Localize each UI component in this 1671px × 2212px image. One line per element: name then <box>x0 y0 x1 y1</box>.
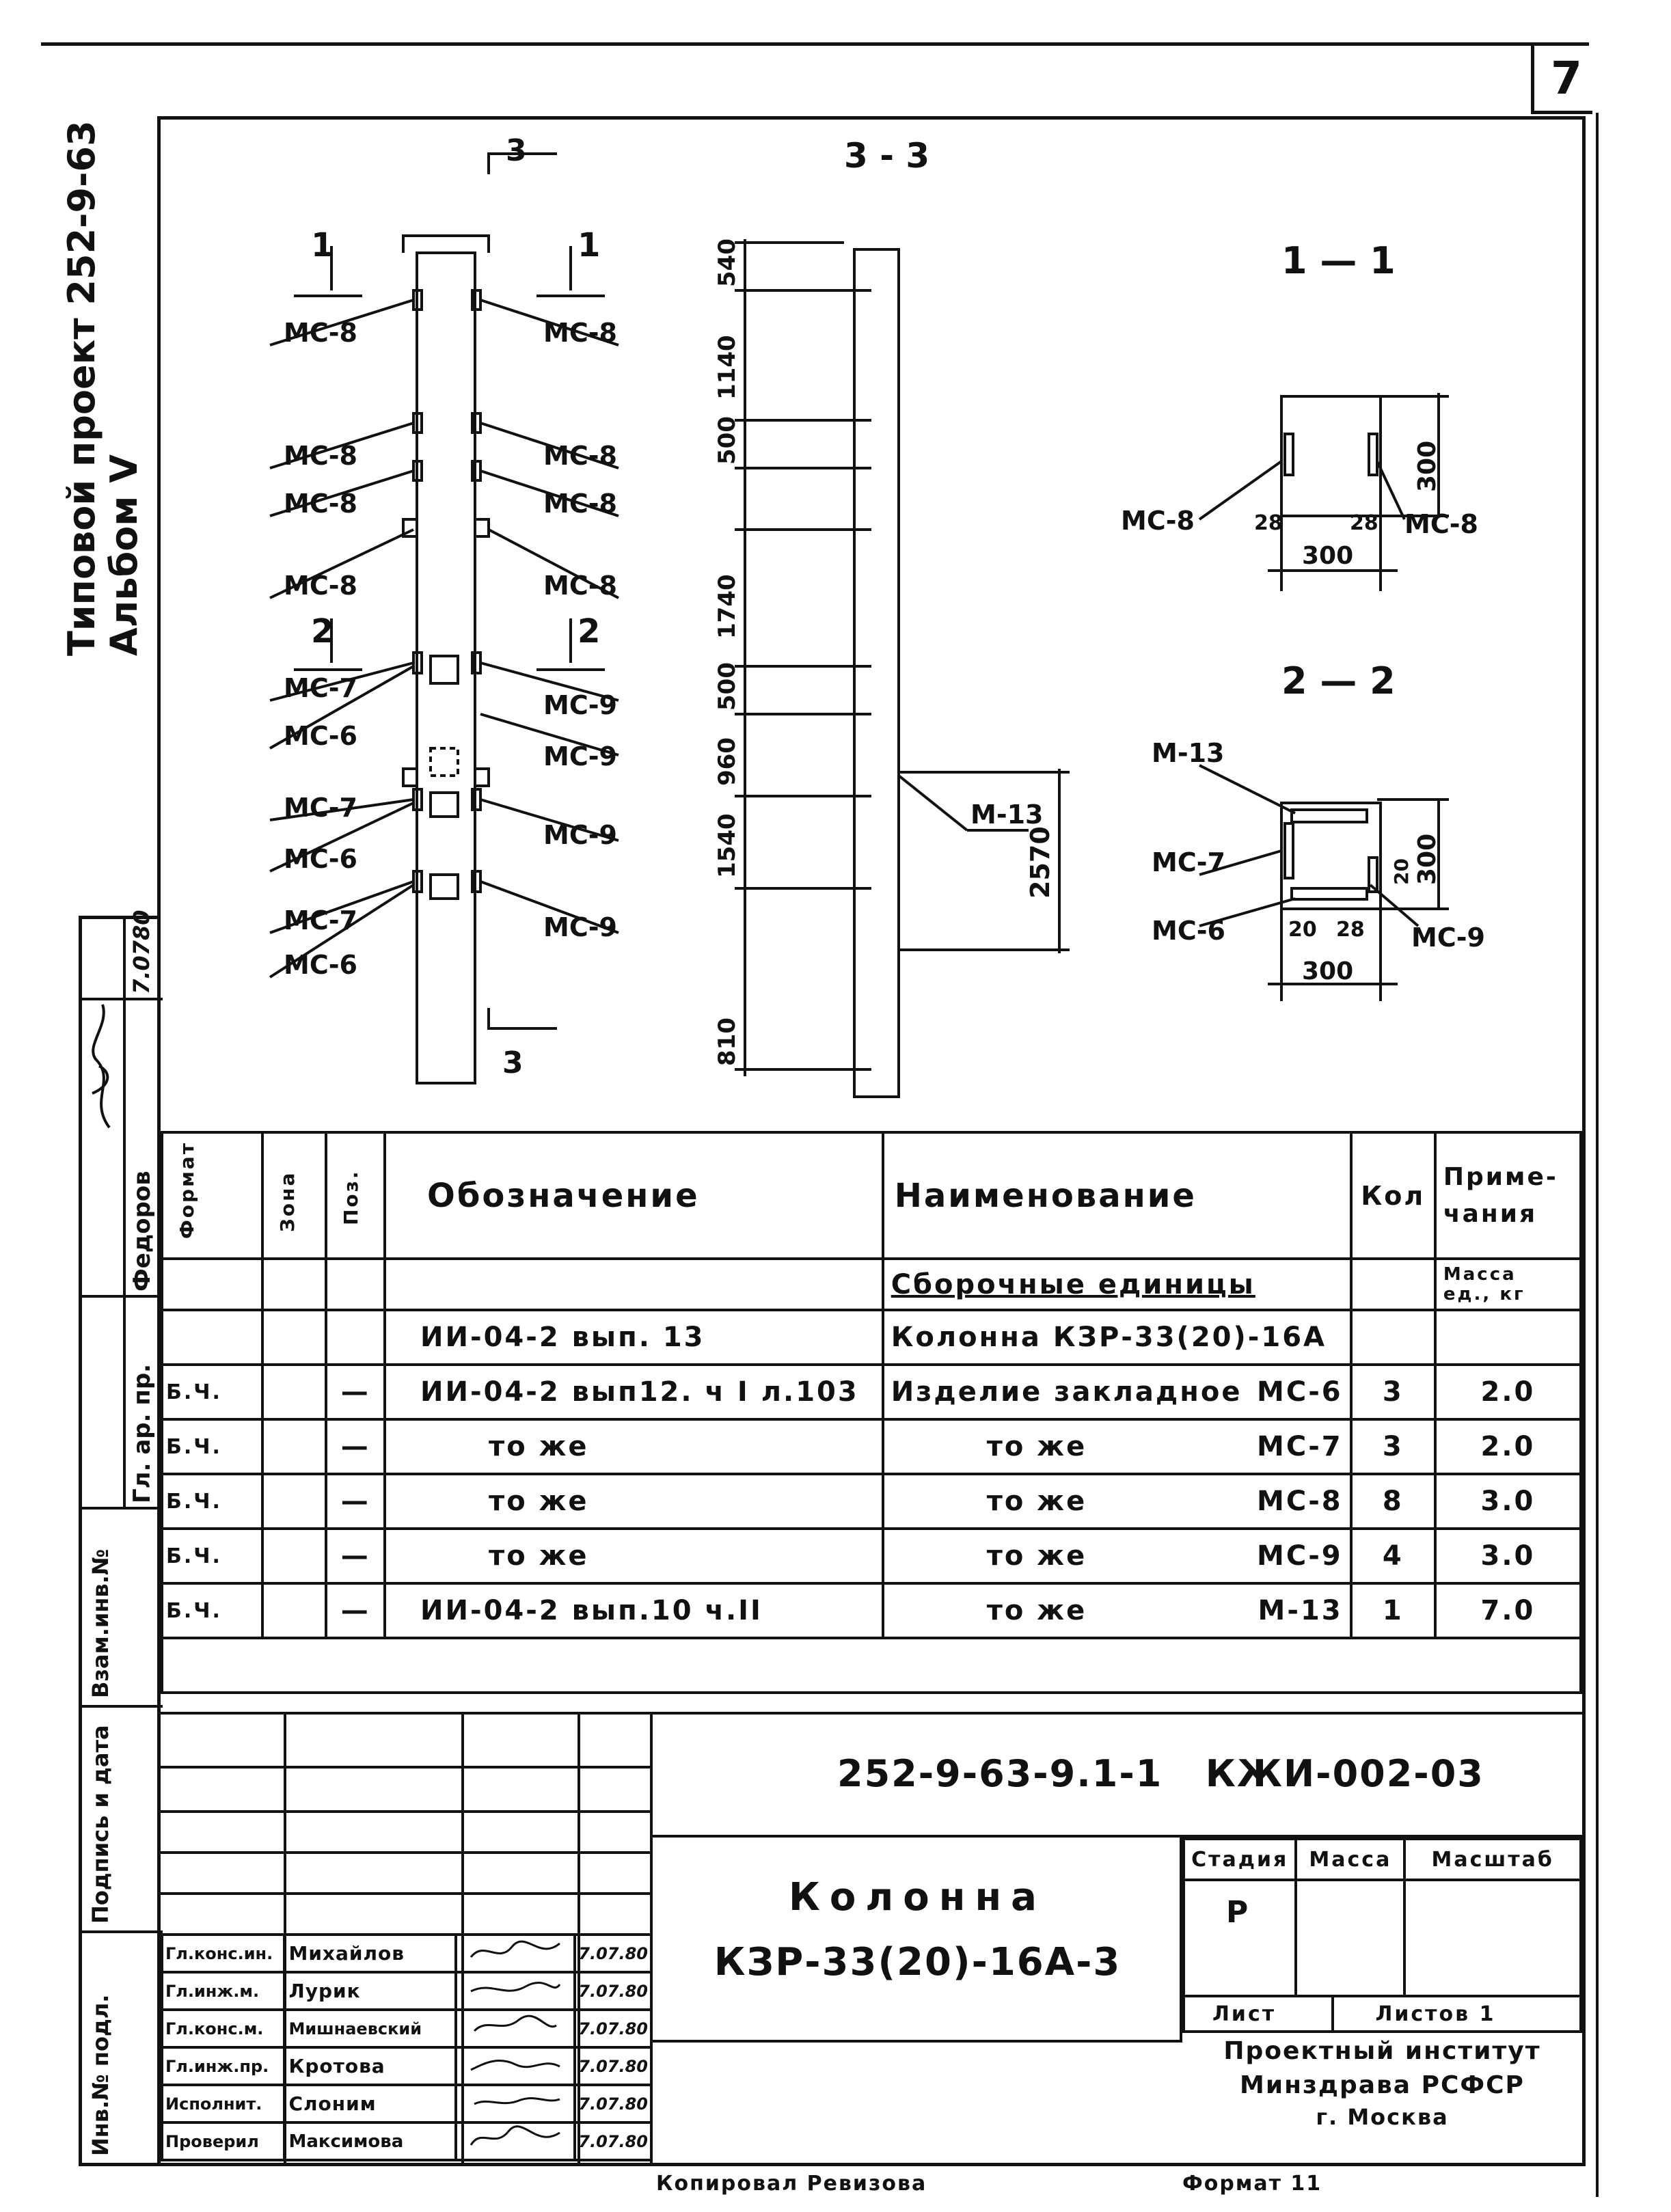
row0-name: Колонна КЗР-33(20)-16А <box>891 1322 1327 1353</box>
top-border <box>41 42 1589 46</box>
scale-header: Масштаб <box>1404 1839 1581 1880</box>
row3-format: Б.Ч. <box>162 1474 262 1529</box>
label-right-3: МС-8 <box>543 489 617 519</box>
row5-name: то же <box>986 1595 1087 1626</box>
org-line3: г. Москва <box>1316 2104 1449 2130</box>
label-right-8: МС-9 <box>543 912 617 942</box>
row2-pos: — <box>326 1419 385 1474</box>
row5-format: Б.Ч. <box>162 1583 262 1638</box>
drawing-code: 252-9-63-9.1-1 КЖИ-002-03 <box>837 1752 1484 1795</box>
sheet-table <box>1182 1995 1582 2033</box>
side-album: Альбом V <box>103 454 146 656</box>
section2-right-number: 2 <box>578 612 601 651</box>
section3-top-number: 3 <box>506 133 527 168</box>
row0-pos <box>326 1310 385 1365</box>
header-zone: Зона <box>276 1171 299 1232</box>
row3-name-cell <box>883 1474 1351 1529</box>
section11-body <box>1281 396 1381 516</box>
section22-mc9: МС-9 <box>1411 923 1485 953</box>
signer0-role: Гл.конс.ин. <box>162 1935 284 1972</box>
signer4-signature <box>456 2085 575 2122</box>
label-left-5: МС-7 <box>284 673 357 703</box>
signer0-signature <box>456 1935 575 1972</box>
row0-name-cell <box>883 1310 1351 1365</box>
signer4-role: Исполнит. <box>162 2085 284 2122</box>
section22-height: 300 <box>1413 833 1441 885</box>
signer1-name: Лурик <box>284 1972 456 2010</box>
row3-zone <box>262 1474 326 1529</box>
side-title: Типовой проект 252-9-63 <box>60 120 103 656</box>
spec-empty-row <box>162 1638 1581 1693</box>
signers-table <box>161 1933 653 2161</box>
drawing-title-line1: Колонна <box>789 1875 1046 1920</box>
signer-row <box>162 1972 651 2010</box>
row3-name: то же <box>986 1486 1087 1517</box>
section22-d20a: 20 <box>1390 858 1413 885</box>
signer3-role: Гл.инж.пр. <box>162 2047 284 2085</box>
section22-title: 2 — 2 <box>1281 659 1396 702</box>
label-left-10: МС-6 <box>284 950 357 980</box>
row1-name-cell <box>883 1365 1351 1419</box>
label-right-4: МС-8 <box>543 571 617 601</box>
signer1-role: Гл.инж.м. <box>162 1972 284 2010</box>
label-left-8: МС-6 <box>284 844 357 874</box>
dim-540: 540 <box>714 238 741 287</box>
signer-row <box>162 1935 651 1972</box>
row1-name: Изделие закладное <box>891 1376 1242 1408</box>
row0-qty <box>1351 1310 1435 1365</box>
label-left-6: МС-6 <box>284 721 357 751</box>
section11-d28b: 28 <box>1350 511 1378 535</box>
dim-960: 960 <box>714 737 741 786</box>
row4-designation: то же <box>385 1529 883 1583</box>
section11-d28a: 28 <box>1254 511 1283 535</box>
section22-mc6: МС-6 <box>1152 916 1225 946</box>
signer3-name: Кротова <box>284 2047 456 2085</box>
spec-row <box>162 1310 1581 1365</box>
section33-title: 3 - 3 <box>844 136 930 176</box>
signer2-date: 7.07.80 <box>575 2010 651 2047</box>
row0-zone <box>262 1310 326 1365</box>
label-left-1: МС-8 <box>284 318 357 348</box>
title-block <box>161 1712 1582 2163</box>
section11-title: 1 — 1 <box>1281 239 1396 282</box>
row4-name: то же <box>986 1540 1087 1572</box>
column-elevation <box>417 253 475 1083</box>
row2-format: Б.Ч. <box>162 1419 262 1474</box>
signer3-signature <box>456 2047 575 2085</box>
row1-zone <box>262 1365 326 1419</box>
footer-copied: Копировал Ревизова <box>656 2172 927 2196</box>
header-format: Формат <box>176 1141 198 1239</box>
row1-note: 2.0 <box>1435 1365 1581 1419</box>
organization <box>1182 2030 1582 2167</box>
dim-500b: 500 <box>714 662 741 711</box>
mass-header: Масса <box>1296 1839 1404 1880</box>
section22-width: 300 <box>1302 957 1354 985</box>
signer0-name: Михайлов <box>284 1935 456 1972</box>
section3-bottom-number: 3 <box>502 1046 524 1080</box>
section11-height: 300 <box>1413 440 1441 492</box>
dim-500a: 500 <box>714 416 741 465</box>
row4-zone <box>262 1529 326 1583</box>
page-number: 7 <box>1551 52 1584 105</box>
label-left-3: МС-8 <box>284 489 357 519</box>
section33-body <box>854 249 899 1097</box>
row2-mark: МС-7 <box>1257 1431 1343 1462</box>
stamp-field-inv: Инв.№ подл. <box>87 1994 113 2156</box>
spec-subheader-row <box>162 1259 1581 1310</box>
signer2-signature <box>456 2010 575 2047</box>
row2-name-cell <box>883 1419 1351 1474</box>
dim-1540: 1540 <box>714 813 741 878</box>
org-line2: Минздрава РСФСР <box>1240 2071 1525 2099</box>
header-qty: Кол <box>1351 1132 1435 1259</box>
label-left-7: МС-7 <box>284 793 357 823</box>
row4-pos: — <box>326 1529 385 1583</box>
page-number-box <box>1531 42 1592 114</box>
row4-qty: 4 <box>1351 1529 1435 1583</box>
label-right-7: МС-9 <box>543 820 617 850</box>
sheet-header: Лист <box>1184 1996 1333 2032</box>
label-right-2: МС-8 <box>543 441 617 471</box>
code-cell <box>653 1715 1582 1838</box>
row3-pos: — <box>326 1474 385 1529</box>
signer-row <box>162 2122 651 2160</box>
row1-format: Б.Ч. <box>162 1365 262 1419</box>
stage-table <box>1182 1838 1582 1997</box>
signer-row <box>162 2047 651 2085</box>
row2-note: 2.0 <box>1435 1419 1581 1474</box>
dim-810: 810 <box>714 1018 741 1066</box>
signer3-date: 7.07.80 <box>575 2047 651 2085</box>
section1-left-number: 1 <box>311 226 334 264</box>
subheader-mass: Масса ед., кг <box>1435 1259 1581 1310</box>
section11-label-left: МС-8 <box>1121 506 1195 536</box>
signer5-signature <box>456 2122 575 2160</box>
stamp-field-replace: Взам.инв.№ <box>87 1548 113 1698</box>
signer5-role: Проверил <box>162 2122 284 2160</box>
row0-designation: ИИ-04-2 вып. 13 <box>385 1310 883 1365</box>
row1-mark: МС-6 <box>1257 1376 1343 1408</box>
row4-format: Б.Ч. <box>162 1529 262 1583</box>
row2-name: то же <box>986 1431 1087 1462</box>
header-pos: Поз. <box>340 1169 363 1225</box>
section11-width: 300 <box>1302 542 1354 570</box>
spec-row <box>162 1583 1581 1638</box>
signer1-signature <box>456 1972 575 2010</box>
row3-designation: то же <box>385 1474 883 1529</box>
signer4-date: 7.07.80 <box>575 2085 651 2122</box>
stage-value: Р <box>1184 1880 1296 1996</box>
spec-header-row <box>162 1132 1581 1259</box>
section22-mc7: МС-7 <box>1152 847 1225 877</box>
row2-qty: 3 <box>1351 1419 1435 1474</box>
signer5-date: 7.07.80 <box>575 2122 651 2160</box>
footer-format: Формат 11 <box>1182 2172 1322 2196</box>
label-right-5: МС-9 <box>543 690 617 720</box>
spec-table <box>161 1131 1582 1694</box>
stamp-date: 7.0780 <box>128 910 154 994</box>
signer5-name: Максимова <box>284 2122 456 2160</box>
header-name: Наименование <box>883 1132 1351 1259</box>
row5-note: 7.0 <box>1435 1583 1581 1638</box>
right-edge-line <box>1596 113 1599 2197</box>
stage-header: Стадия <box>1184 1839 1296 1880</box>
stamp-role: Гл. ар. пр. <box>128 1363 156 1503</box>
row1-pos: — <box>326 1365 385 1419</box>
row3-qty: 8 <box>1351 1474 1435 1529</box>
stamp-name: Федоров <box>128 1171 156 1292</box>
row3-mark: МС-8 <box>1257 1486 1343 1517</box>
row4-note: 3.0 <box>1435 1529 1581 1583</box>
label-right-1: МС-8 <box>543 318 617 348</box>
row5-zone <box>262 1583 326 1638</box>
row5-designation: ИИ-04-2 вып.10 ч.II <box>385 1583 883 1638</box>
spec-row <box>162 1529 1581 1583</box>
spec-row <box>162 1419 1581 1474</box>
header-designation: Обозначение <box>385 1132 883 1259</box>
row4-name-cell <box>883 1529 1351 1583</box>
drawing-area <box>161 120 1582 1131</box>
drawing-title-line2: КЗР-33(20)-16А-3 <box>714 1940 1122 1984</box>
section11-label-right: МС-8 <box>1404 509 1478 539</box>
title-cell <box>653 1838 1182 2043</box>
row1-designation: ИИ-04-2 вып12. ч I л.103 <box>385 1365 883 1419</box>
section1-right-number: 1 <box>578 226 601 264</box>
spec-row <box>162 1365 1581 1419</box>
row0-format <box>162 1310 262 1365</box>
stamp-field-sign: Подпись и дата <box>87 1725 113 1924</box>
row2-designation: то же <box>385 1419 883 1474</box>
label-left-4: МС-8 <box>284 571 357 601</box>
dim-1140: 1140 <box>714 335 741 400</box>
row5-qty: 1 <box>1351 1583 1435 1638</box>
signer0-date: 7.07.80 <box>575 1935 651 1972</box>
signer-row <box>162 2010 651 2047</box>
sheets-header: Листов 1 <box>1333 1996 1581 2032</box>
spec-row <box>162 1474 1581 1529</box>
subheader-assembly: Сборочные единицы <box>883 1259 1351 1310</box>
signer1-date: 7.07.80 <box>575 1972 651 2010</box>
header-notes: Приме-чания <box>1435 1132 1581 1259</box>
dim-1740: 1740 <box>714 574 741 639</box>
signer-row <box>162 2085 651 2122</box>
dim-2570: 2570 <box>1025 826 1055 899</box>
signer4-name: Слоним <box>284 2085 456 2122</box>
row2-zone <box>262 1419 326 1474</box>
section2-left-number: 2 <box>311 612 334 651</box>
column-head <box>403 236 489 253</box>
row5-mark: М-13 <box>1258 1595 1343 1626</box>
section22-m13: М-13 <box>1152 738 1225 768</box>
row1-qty: 3 <box>1351 1365 1435 1419</box>
row3-note: 3.0 <box>1435 1474 1581 1529</box>
label-right-6: МС-9 <box>543 741 617 772</box>
section22-d20b: 20 <box>1288 918 1317 942</box>
label-left-9: МС-7 <box>284 905 357 936</box>
row5-name-cell <box>883 1583 1351 1638</box>
signer2-role: Гл.конс.м. <box>162 2010 284 2047</box>
row5-pos: — <box>326 1583 385 1638</box>
row4-mark: МС-9 <box>1257 1540 1343 1572</box>
signer2-name: Мишнаевский <box>284 2010 456 2047</box>
stamp-signature <box>82 998 123 1134</box>
section22-d28: 28 <box>1336 918 1365 942</box>
row0-note <box>1435 1310 1581 1365</box>
label-left-2: МС-8 <box>284 441 357 471</box>
org-line1: Проектный институт <box>1223 2037 1541 2065</box>
section33-m13: М-13 <box>970 800 1044 830</box>
